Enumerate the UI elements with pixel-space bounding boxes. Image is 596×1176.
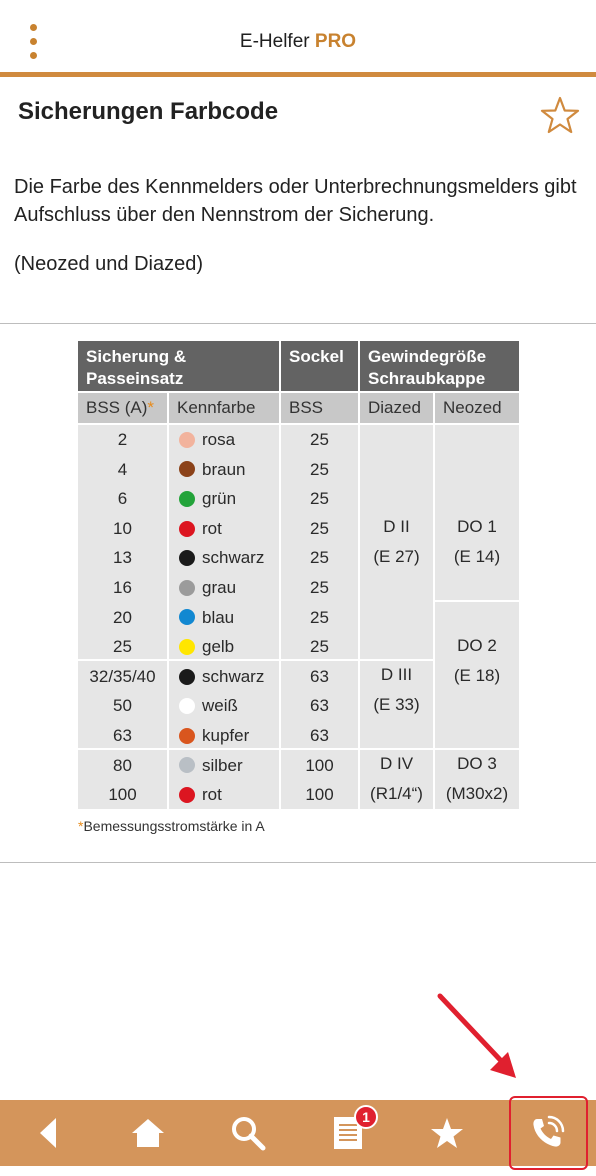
bss-value: 6 — [117, 489, 128, 509]
neozed-do2: DO 2 (E 18) — [453, 636, 501, 685]
color-dot — [179, 728, 195, 744]
bss-value: 50 — [113, 696, 132, 716]
color-cell — [169, 425, 279, 455]
home-icon — [131, 1117, 165, 1149]
color-name: schwarz — [202, 548, 265, 568]
search-icon — [230, 1115, 266, 1151]
color-cell — [169, 543, 279, 573]
color-name: grau — [202, 578, 237, 597]
bss-value: 80 — [113, 755, 132, 775]
socket-value: 25 — [310, 430, 329, 449]
socket-value: 25 — [310, 548, 329, 568]
bss-value: 100 — [108, 785, 137, 805]
bss-value: 2 — [117, 430, 128, 449]
back-button[interactable] — [8, 1100, 88, 1166]
color-name: kupfer — [202, 726, 250, 745]
color-dot — [179, 491, 195, 507]
bottom-nav — [0, 1100, 596, 1166]
color-name: rot — [202, 785, 222, 805]
section-divider — [0, 862, 596, 863]
neozed-do1: DO 1 (E 14) — [453, 517, 501, 566]
fuse-color-table — [78, 341, 519, 809]
socket-value: 25 — [310, 518, 329, 538]
color-cell — [169, 662, 279, 692]
socket-value: 63 — [310, 696, 329, 716]
neozed-do3: DO 3 (M30x2) — [445, 754, 509, 803]
color-cell — [169, 751, 279, 781]
socket-value: 25 — [310, 459, 329, 479]
color-name: silber — [202, 755, 243, 775]
color-name: blau — [202, 607, 235, 627]
color-name: rot — [202, 518, 222, 538]
color-name: weiß — [202, 696, 238, 716]
color-dot — [179, 698, 195, 714]
app-title — [0, 31, 596, 53]
bss-value: 16 — [113, 578, 132, 597]
socket-value: 25 — [310, 578, 329, 597]
bss-value: 32/35/40 — [89, 666, 156, 686]
color-cell — [169, 691, 279, 721]
color-cell — [169, 632, 279, 662]
socket-value: 25 — [310, 607, 329, 627]
bss-value: 25 — [113, 637, 132, 657]
color-dot — [179, 639, 195, 655]
subheader-diazed: Diazed — [360, 393, 433, 423]
color-cell — [169, 514, 279, 544]
annotation-arrow-icon — [430, 990, 530, 1090]
color-dot — [179, 757, 195, 773]
color-name: gelb — [202, 637, 235, 657]
color-name: braun — [202, 459, 246, 479]
diazed-d4: D IV (R1/4“) — [370, 754, 423, 803]
color-dot — [179, 609, 195, 625]
socket-value: 63 — [310, 666, 329, 686]
bss-value: 63 — [113, 726, 132, 745]
color-name: schwarz — [202, 666, 265, 686]
app-title-pro: PRO — [314, 31, 357, 52]
table-footnote: *Bemessungsstromstärke in A — [78, 818, 265, 834]
socket-value: 100 — [305, 755, 334, 775]
color-dot — [179, 432, 195, 448]
socket-value: 25 — [310, 637, 329, 657]
app-header — [0, 0, 596, 72]
color-dot — [179, 787, 195, 803]
star-icon — [430, 1117, 464, 1149]
page-title: Sicherungen Farbcode — [18, 98, 279, 125]
bss-value: 10 — [113, 518, 132, 538]
header-socket: Sockel — [281, 341, 358, 391]
list-button[interactable] — [308, 1100, 388, 1166]
notification-badge: 1 — [354, 1105, 378, 1129]
bss-value: 4 — [117, 459, 128, 479]
bss-value: 13 — [113, 548, 132, 568]
color-cell — [169, 455, 279, 485]
header-fuse: Sicherung & Passeinsatz — [78, 341, 279, 391]
favorites-button[interactable] — [407, 1100, 487, 1166]
color-dot — [179, 461, 195, 477]
diazed-d2: D II (E 27) — [373, 517, 420, 566]
subheader-color: Kennfarbe — [169, 393, 279, 423]
app-title-main: E-Helfer — [239, 31, 310, 52]
subheader-bss: BSS (A)* — [78, 393, 167, 423]
color-dot — [179, 669, 195, 685]
socket-value: 63 — [310, 726, 329, 745]
socket-value: 100 — [305, 785, 334, 805]
section-divider — [0, 323, 596, 324]
color-cell — [169, 721, 279, 751]
note-text: (Neozed und Diazed) — [14, 253, 203, 275]
color-cell — [169, 603, 279, 633]
subheader-socket-bss: BSS — [281, 393, 358, 423]
home-button[interactable] — [108, 1100, 188, 1166]
color-cell — [169, 484, 279, 514]
color-cell — [169, 573, 279, 603]
header-thread: Gewindegröße Schraubkappe — [360, 341, 519, 391]
color-name: grün — [202, 489, 237, 509]
color-dot — [179, 580, 195, 596]
annotation-highlight-box — [509, 1096, 588, 1170]
back-icon — [38, 1116, 58, 1150]
header-divider — [0, 72, 596, 77]
subheader-neozed: Neozed — [435, 393, 519, 423]
search-button[interactable] — [208, 1100, 288, 1166]
color-cell — [169, 780, 279, 810]
color-dot — [179, 521, 195, 537]
diazed-d3: D III (E 33) — [373, 665, 420, 714]
socket-value: 25 — [310, 489, 329, 509]
color-dot — [179, 550, 195, 566]
favorite-star-icon[interactable] — [540, 96, 580, 134]
description-text: Die Farbe des Kennmelders oder Unterbrechnungsmelders gibt Aufschluss über den Nennstrom der Sicherung. — [14, 176, 577, 226]
bss-value: 20 — [113, 607, 132, 627]
color-name: rosa — [202, 430, 236, 449]
